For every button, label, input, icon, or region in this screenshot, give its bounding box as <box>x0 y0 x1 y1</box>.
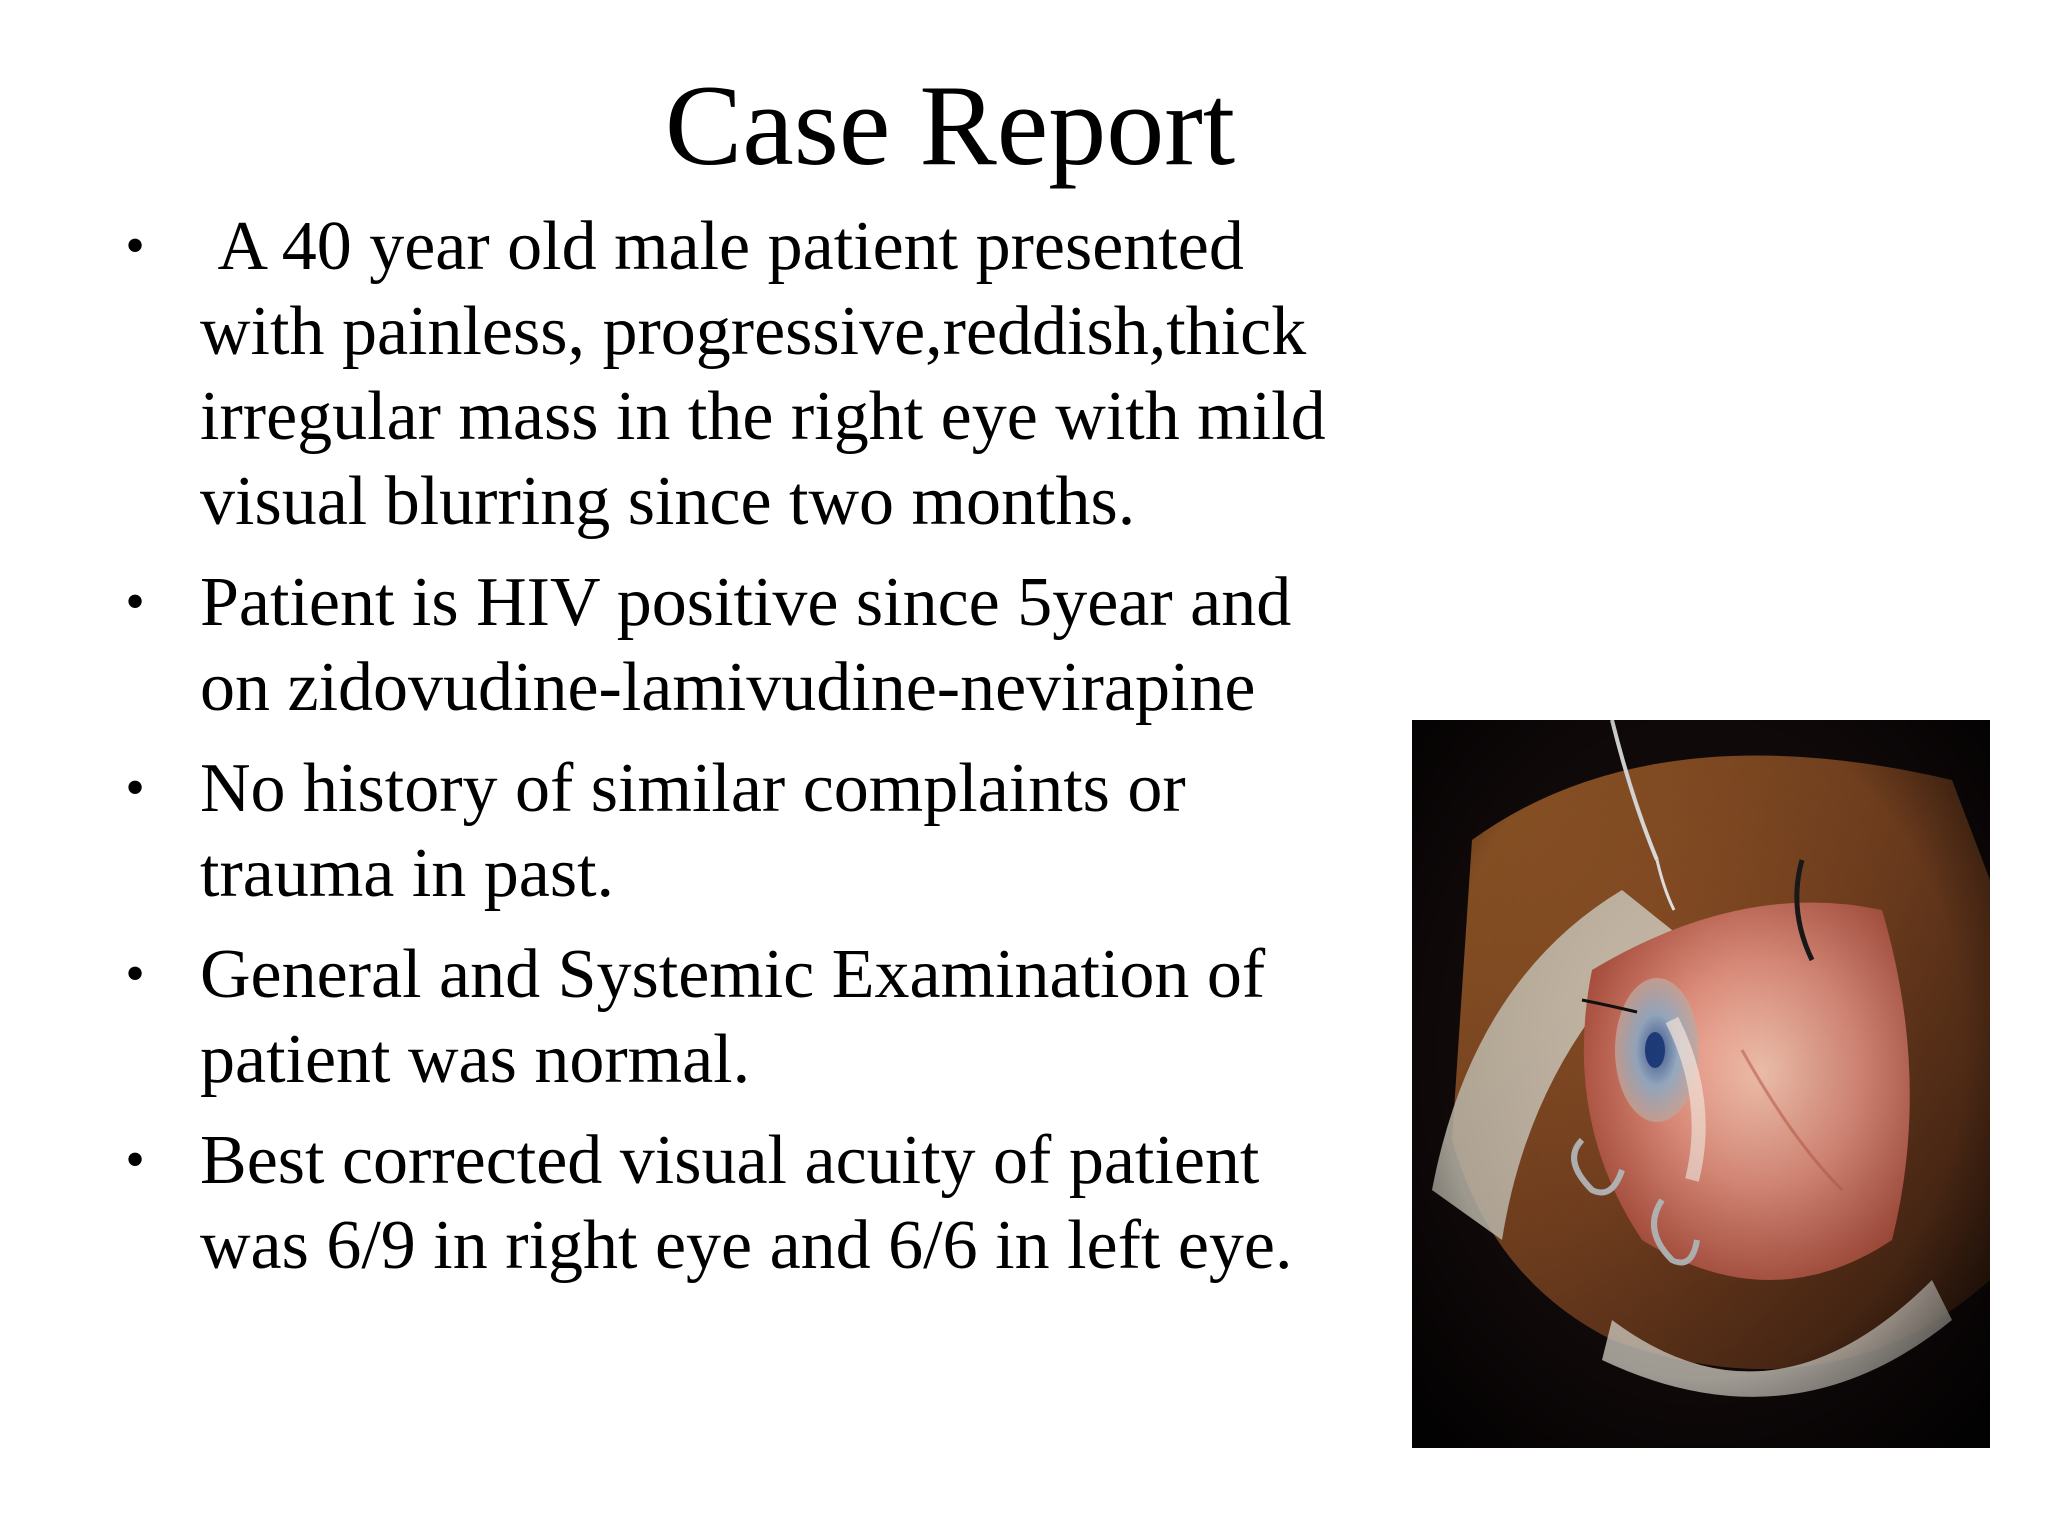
bullet-marker: • <box>125 215 145 277</box>
bullet-marker: • <box>125 943 145 1005</box>
bullet-list <box>120 204 1360 1304</box>
bullet-item-hiv-status <box>120 560 1360 730</box>
bullet-text: A 40 year old male patient presented with painless, progressive,reddish,thick irregular mass in the right eye with mild visual blurring since two months. <box>200 208 1326 540</box>
bullet-text: Best corrected visual acuity of patient was 6/9 in right eye and 6/6 in left eye. <box>200 1122 1293 1284</box>
eye-clinical-photo <box>1412 720 1990 1448</box>
bullet-marker: • <box>125 571 145 633</box>
slide-title: Case Report <box>664 62 1236 190</box>
bullet-text: General and Systemic Examination of patient was normal. <box>200 936 1266 1098</box>
bullet-item-history <box>120 746 1360 916</box>
bullet-item-presentation <box>120 204 1360 544</box>
bullet-marker: • <box>125 757 145 819</box>
bullet-item-visual-acuity <box>120 1118 1360 1288</box>
bullet-text: No history of similar complaints or trauma in past. <box>200 750 1186 912</box>
bullet-item-examination <box>120 932 1360 1102</box>
eye-photo-illustration <box>1412 720 1990 1448</box>
bullet-text: Patient is HIV positive since 5year and on zidovudine-lamivudine-nevirapine <box>200 564 1292 726</box>
bullet-marker: • <box>125 1129 145 1191</box>
